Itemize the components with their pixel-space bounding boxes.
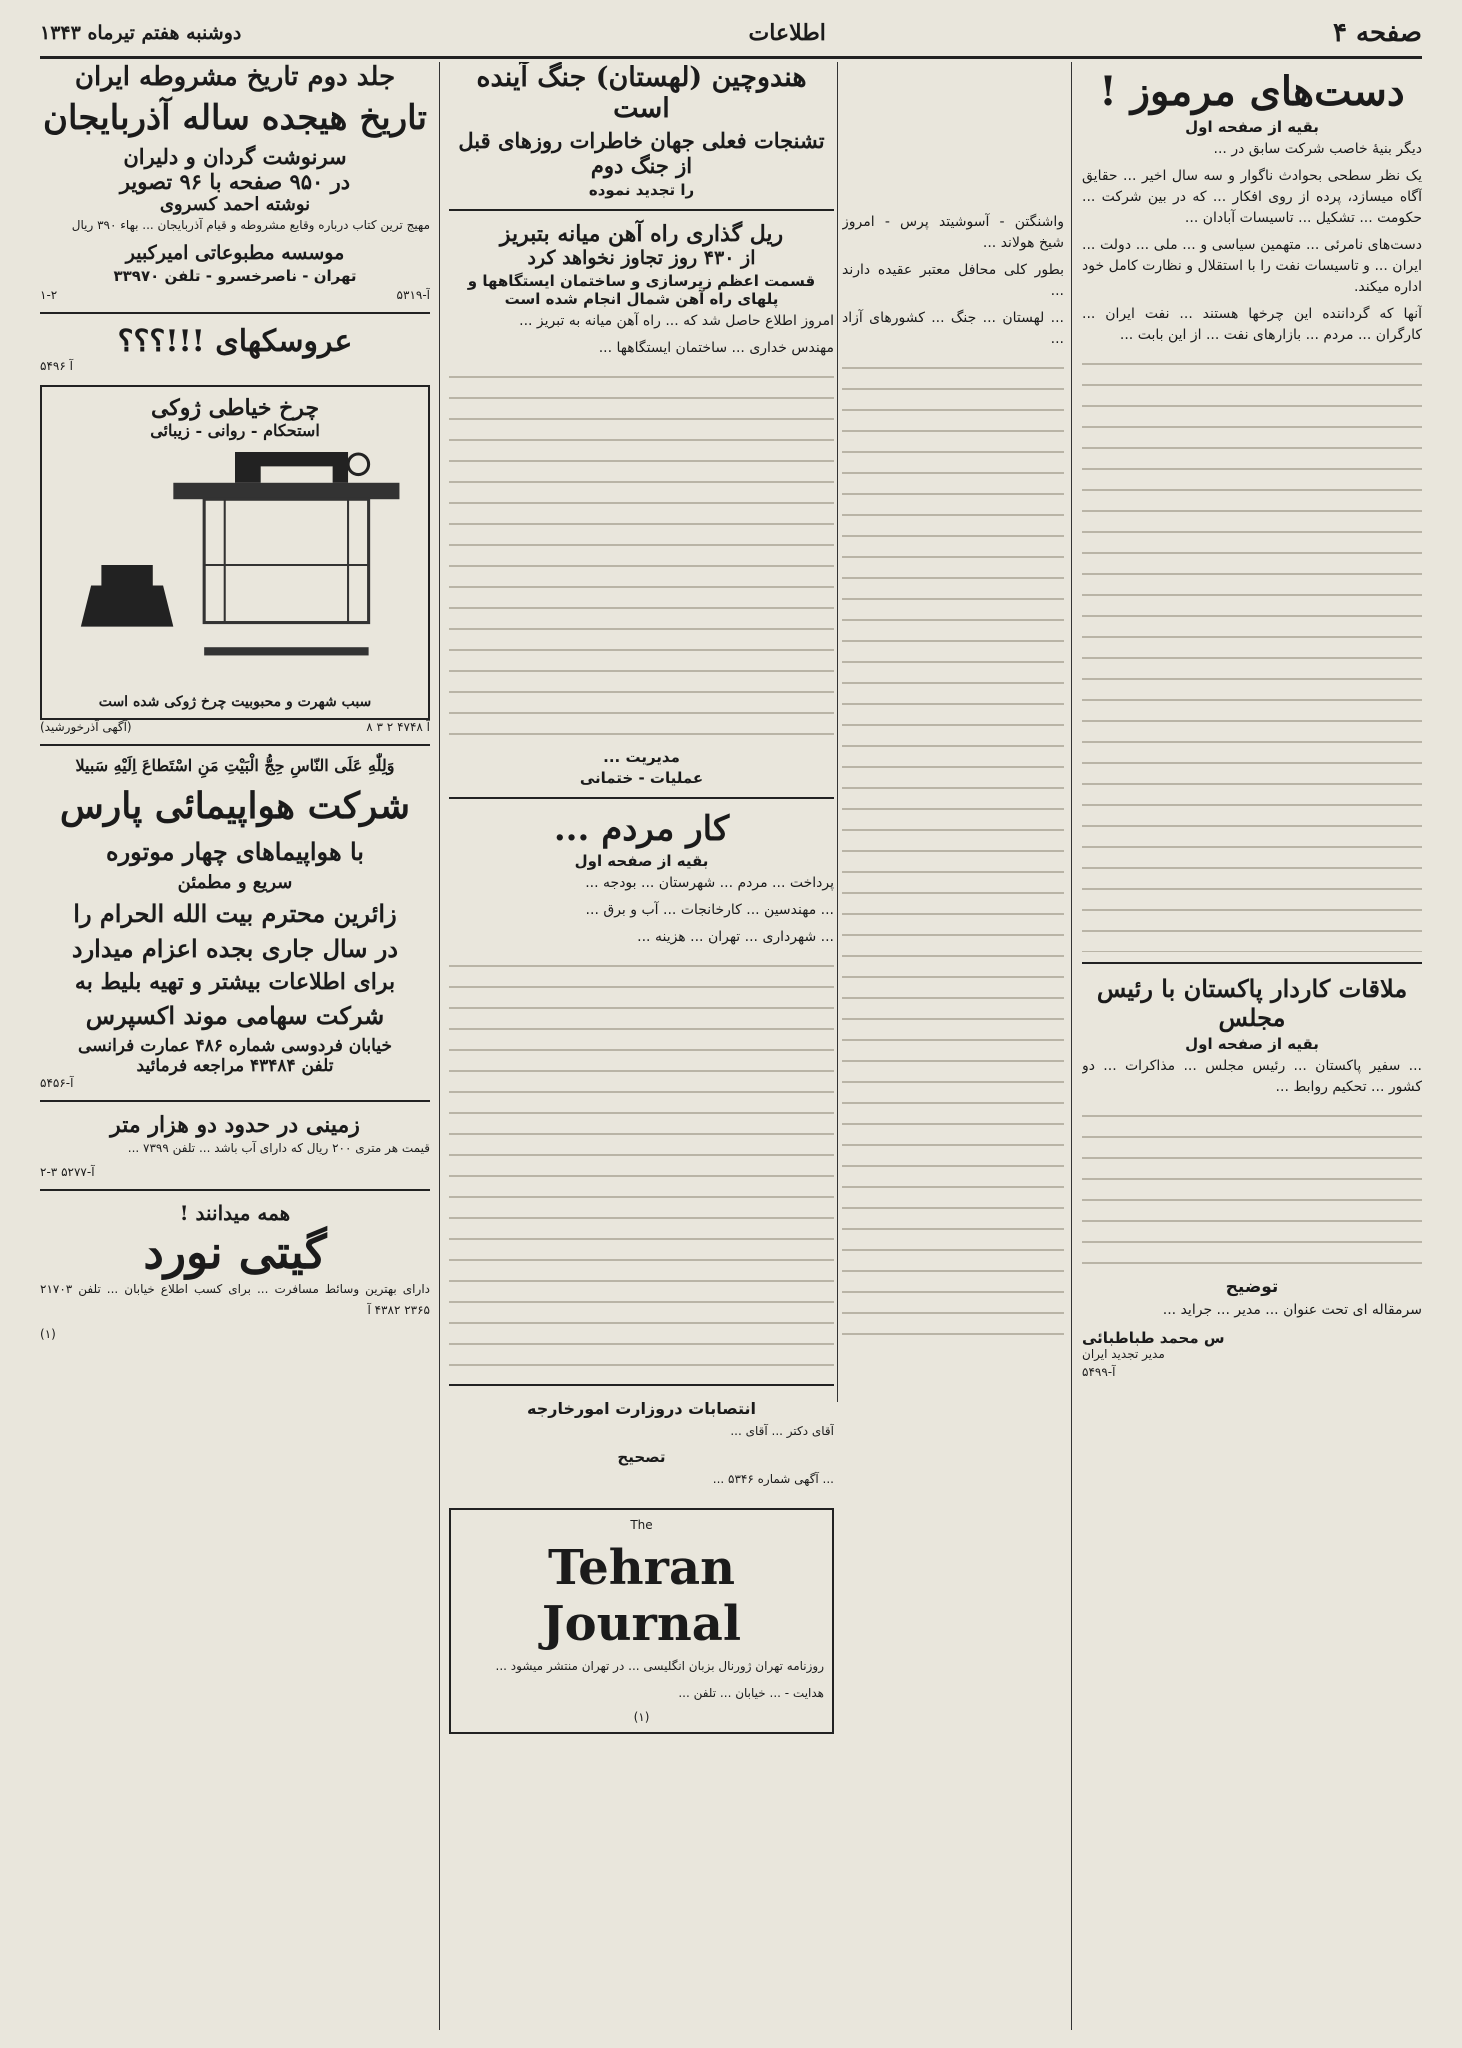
sewing-machine-illustration	[50, 440, 420, 690]
continued-label: بقیه از صفحه اول	[1185, 118, 1319, 136]
book-ad-author: نوشته احمد کسروی	[159, 194, 311, 215]
correction-title: تصحیح	[617, 1448, 666, 1466]
ad-ref: آ-۵۲۷۷ ۳-۲	[40, 1165, 95, 1179]
giti-name: گیتی نورد	[143, 1225, 327, 1279]
column-rule	[1071, 62, 1072, 2030]
ad-ref: آ ۴۷۴۸ ۲ ۳ ۸	[366, 720, 430, 734]
sewing-brand: چرخ خیاطی ژوکی	[150, 395, 320, 421]
book-ad	[40, 62, 430, 302]
doll-ad-title: عروسکهای !!!؟؟؟	[117, 324, 353, 359]
ad-ref: آ ۵۴۹۶	[40, 359, 73, 373]
airline-ad	[40, 756, 430, 1090]
book-ad-desc: مهیج ترین کتاب درباره وقایع مشروطه و قیام آذربایجان ... بهاء ۳۹۰ ریال	[71, 218, 430, 232]
text-body-filler	[1082, 1104, 1422, 1274]
sewing-footer	[40, 720, 430, 734]
text-body-filler	[842, 356, 1064, 1336]
indochina-title: هندوچین (لهستان) جنگ آینده است	[476, 62, 807, 124]
sewing-credit: (آگهی آذرخورشید)	[40, 720, 132, 734]
indochina-subtitle2: را تجدید نموده	[588, 181, 695, 199]
airline-line2: سریع و مطمئن	[177, 872, 293, 893]
divider	[40, 1189, 430, 1191]
note-body: سرمقاله ای تحت عنوان ... مدیر ... جراید ...	[1162, 1302, 1422, 1318]
book-ad-line2: در ۹۵۰ صفحه با ۹۶ تصویر	[119, 169, 351, 194]
airline-line3: زائرین محترم بیت الله الحرام را	[73, 899, 397, 928]
airline-addr: خیابان فردوسی شماره ۴۸۶ عمارت فرانسی	[78, 1036, 392, 1056]
article-paragraph: مهندس خداری ... ساختمان ایستگاهها ...	[598, 340, 834, 356]
signature-role: مدیر تجدید ایران	[1082, 1347, 1165, 1361]
article-paragraph: ... لهستان ... جنگ ... کشورهای آزاد ...	[842, 310, 1064, 347]
airline-name: شرکت هواپیمائی پارس	[59, 785, 411, 827]
correction-body: ... آگهی شماره ۵۳۴۶ ...	[712, 1472, 834, 1486]
issue-date: دوشنبه هفتم تیرماه ۱۳۴۳	[40, 22, 242, 44]
indochina-subtitle: تشنجات فعلی جهان خاطرات روزهای قبل از جنگ دوم	[458, 128, 825, 178]
work-title: کار مردم ...	[553, 809, 730, 849]
tehran-journal-ad	[449, 1508, 834, 1734]
land-ad-body: قیمت هر متری ۲۰۰ ریال که دارای آب باشد ... تلفن ۷۳۹۹ ...	[127, 1141, 430, 1155]
byline: مدیریت ...	[603, 748, 680, 766]
column-rule	[439, 62, 440, 2030]
article-paragraph: واشنگتن - آسوشیتد پرس - امروز شیخ هولاند ...	[842, 214, 1064, 251]
airline-verse: وَلِلّٰهِ عَلَی النّاسِ حِجُّ الْبَیْتِ مَنِ اسْتَطاعَ اِلَیْهِ سَبیلا	[75, 756, 395, 775]
divider	[449, 1384, 834, 1386]
giti-body: دارای بهترین وسائط مسافرت ... برای کسب اطلاع خیابان ... تلفن ۲۱۷۰۳ ۲۳۶۵ ۴۳۸۲ آ	[40, 1282, 430, 1317]
book-ad-refs	[40, 288, 430, 302]
ad-ref: آ-۵۴۵۶	[40, 1076, 74, 1090]
column-indochina-right	[842, 62, 1064, 1402]
land-ad-title: زمینی در حدود دو هزار متر	[110, 1112, 360, 1138]
article-paragraph: ... شهرداری ... تهران ... هزینه ...	[637, 929, 834, 945]
indochina-headline	[449, 62, 834, 199]
article-pakistan-title: ملاقات کاردار پاکستان با رئیس مجلس	[1096, 974, 1408, 1032]
ad-ref: آ-۵۳۱۹	[396, 288, 430, 302]
sewing-ad	[40, 385, 430, 720]
signature: س محمد طباطبائی	[1082, 1329, 1225, 1347]
page-marker: (۱)	[633, 1710, 650, 1724]
airline-phone: تلفن ۴۳۴۸۴ مراجعه فرمائید	[136, 1056, 334, 1076]
book-ad-addr: تهران - ناصرخسرو - تلفن ۳۳۹۷۰	[113, 267, 357, 285]
byline: عملیات - ختمانی	[579, 769, 704, 787]
airline-line1: با هواپیماهای چهار موتوره	[106, 837, 364, 866]
page-marker: (۱)	[40, 1327, 56, 1341]
divider	[449, 209, 834, 211]
article-paragraph: پرداخت ... مردم ... شهرستان ... بودجه ...	[585, 875, 834, 891]
airline-line5: برای اطلاعات بیشتر و تهیه بلیط به	[74, 969, 396, 995]
paper-name: اطلاعات	[748, 20, 826, 46]
book-ad-publisher: موسسه مطبوعاتی امیرکبیر	[125, 242, 345, 264]
column-center	[449, 62, 834, 2032]
column-right	[1082, 62, 1422, 2030]
divider	[40, 312, 430, 314]
rail-title: ریل گذاری راه آهن میانه بتبریز	[499, 221, 784, 247]
divider	[40, 1100, 430, 1102]
bottom-notices	[449, 1396, 834, 1496]
notice-block	[449, 1396, 834, 1496]
notice-ministry-title: انتصابات دروزارت امورخارجه	[527, 1399, 756, 1418]
article-paragraph: امروز اطلاع حاصل شد که ... راه آهن میانه به تبریز ...	[519, 313, 834, 329]
airline-line6: شرکت سهامی موند اکسپرس	[85, 1001, 385, 1030]
article-hands-title: دست‌های مرموز !	[1099, 68, 1405, 115]
headline-space	[842, 62, 1064, 212]
column-rule	[837, 62, 838, 1402]
sewing-slogan2: سبب شهرت و محبوبیت چرخ ژوکی شده است	[98, 694, 372, 710]
book-ad-name: تاریخ هیجده ساله آذربایجان	[43, 98, 427, 138]
ad-ref: آ-۵۴۹۹	[1082, 1365, 1116, 1379]
note-title: توضیح	[1225, 1277, 1279, 1297]
article-paragraph: آنها که گرداننده این چرخها هستند ... نفت ایران ... کارگران ... مردم ... بازارهای نفت ... از این بابت ...	[1082, 306, 1422, 343]
masthead	[40, 10, 1422, 59]
article-paragraph: ... مهندسین ... کارخانجات ... آب و برق ...	[585, 902, 834, 918]
rail-subtitle: از ۴۳۰ روز تجاوز نخواهد کرد	[527, 247, 756, 269]
book-ad-line1: سرنوشت گردان و دلیران	[123, 144, 347, 169]
divider	[40, 744, 430, 746]
book-ad-title: جلد دوم تاریخ مشروطه ایران	[74, 62, 396, 92]
airline-line4: در سال جاری بجده اعزام میدارد	[71, 934, 399, 963]
journal-addr: هدایت - ... خیابان ... تلفن ...	[678, 1686, 824, 1700]
text-body-filler	[449, 954, 834, 1374]
divider	[1082, 962, 1422, 964]
sewing-slogan: استحکام - روانی - زیبائی	[150, 421, 320, 440]
journal-body: روزنامه تهران ژورنال بزبان انگلیسی ... در تهران منتشر میشود ...	[495, 1659, 824, 1673]
ad-ref: ۱-۲	[40, 288, 58, 302]
divider	[449, 797, 834, 799]
page-number: صفحه ۴	[1333, 18, 1422, 48]
column-ads	[40, 62, 430, 2030]
article-paragraph: ... سفیر پاکستان ... رئیس مجلس ... مذاکرات ... دو کشور ... تحکیم روابط ...	[1082, 1058, 1422, 1095]
text-body-filler	[1082, 352, 1422, 952]
notice-ministry-body: آقای دکتر ... آقای ...	[730, 1424, 834, 1438]
giti-tagline: همه میدانند !	[179, 1201, 291, 1225]
continued-label: بقیه از صفحه اول	[1185, 1035, 1319, 1053]
journal-name: Tehran Journal	[541, 1540, 742, 1652]
article-paragraph: دیگر بنیهٔ خاصب شرکت سابق در ...	[1213, 141, 1422, 157]
article-paragraph: دست‌های نامرئی ... متهمین سیاسی و ... ملی ... دولت ... ایران ... و تاسیسات نفت را با استقلال و نظارت کامل خود اداره میکند.	[1082, 237, 1422, 295]
rail-subtitle2: قسمت اعظم زیرسازی و ساختمان ایستگاهها و پلهای راه آهن شمال انجام شده است	[467, 272, 816, 308]
journal-the: The	[630, 1518, 653, 1532]
article-paragraph: بطور کلی محافل معتبر عقیده دارند ...	[842, 262, 1064, 299]
article-paragraph: یک نظر سطحی بحوادث ناگوار و سه سال اخیر ... حقایق آگاه میسازد، پرده از روی افکار ... که در بین شرکت ... حکومت ... تشکیل ... تاسیسات آبادان ...	[1082, 168, 1422, 226]
text-body-filler	[449, 365, 834, 745]
continued-label: بقیه از صفحه اول	[574, 852, 709, 870]
